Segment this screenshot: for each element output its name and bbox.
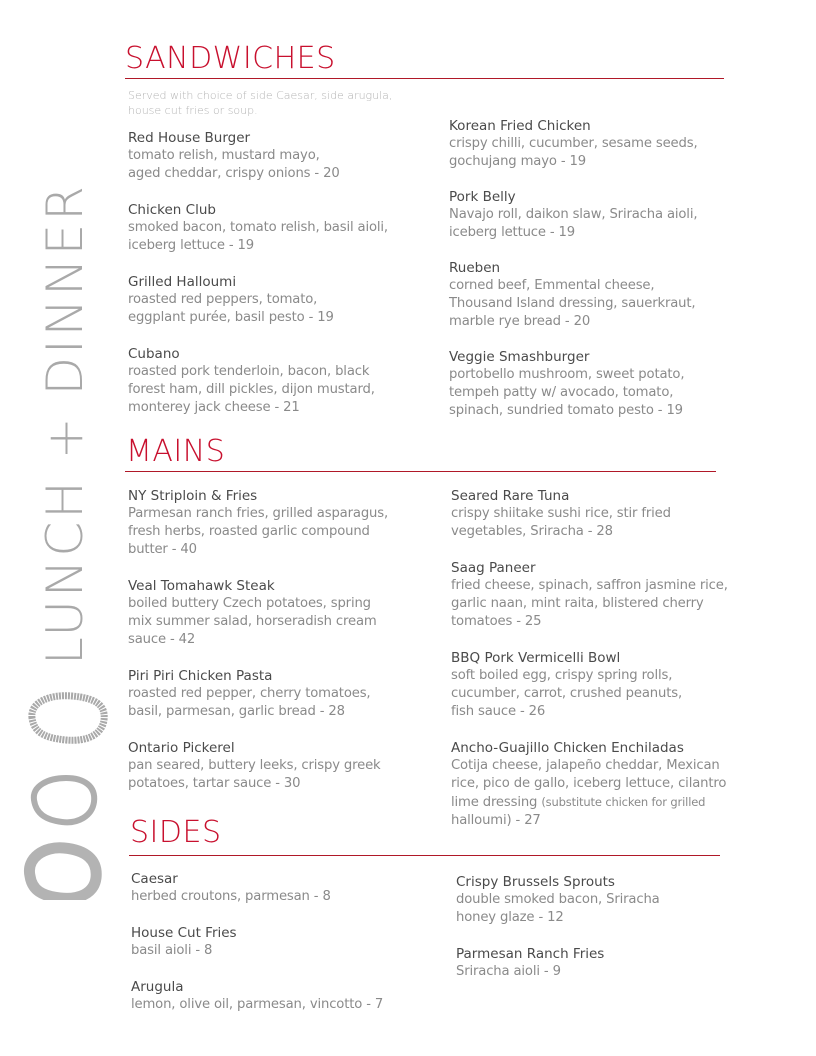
item-name: Piri Piri Chicken Pasta bbox=[128, 668, 273, 684]
menu-item bbox=[128, 129, 433, 183]
menu-item bbox=[449, 117, 759, 171]
item-description: tomato relish, mustard mayo, aged cheddar, crispy onions - 20 bbox=[128, 148, 340, 181]
menu-item bbox=[456, 945, 756, 981]
item-name: Pork Belly bbox=[449, 189, 516, 205]
ring-top-icon bbox=[32, 696, 104, 741]
item-name: Crispy Brussels Sprouts bbox=[456, 874, 615, 890]
item-description: crispy chilli, cucumber, sesame seeds, gochujang mayo - 19 bbox=[449, 136, 698, 169]
item-description: Navajo roll, daikon slaw, Sriracha aioli, iceberg lettuce - 19 bbox=[449, 207, 698, 240]
menu-item bbox=[128, 739, 438, 793]
menu-item bbox=[131, 870, 441, 906]
item-name: BBQ Pork Vermicelli Bowl bbox=[451, 650, 621, 666]
item-description: portobello mushroom, sweet potato, tempeh patty w/ avocado, tomato, spinach, sundried tomato pesto - 19 bbox=[449, 367, 685, 418]
menu-item bbox=[128, 667, 438, 721]
section-title-mains: MAINS bbox=[126, 434, 226, 469]
sandwiches-note: Served with choice of side Caesar, side arugula, house cut fries or soup. bbox=[128, 89, 393, 117]
menu-item bbox=[449, 188, 759, 242]
menu-item bbox=[451, 559, 771, 631]
item-name: Saag Paneer bbox=[451, 560, 536, 576]
item-name: Rueben bbox=[449, 260, 501, 276]
item-name: Parmesan Ranch Fries bbox=[456, 946, 605, 962]
menu-item bbox=[128, 273, 433, 327]
mains-right-column bbox=[451, 487, 771, 830]
menu-item bbox=[128, 577, 438, 649]
item-description: roasted red pepper, cherry tomatoes, basil, parmesan, garlic bread - 28 bbox=[128, 686, 371, 719]
section-divider bbox=[129, 855, 720, 856]
item-name: Ancho-Guajillo Chicken Enchiladas bbox=[451, 740, 684, 756]
item-name: NY Striploin & Fries bbox=[128, 488, 258, 504]
menu-item bbox=[131, 924, 441, 960]
side-title-lunch-dinner: LUNCH + DINNER bbox=[36, 183, 94, 665]
menu-item bbox=[128, 487, 438, 559]
menu-item bbox=[128, 345, 433, 417]
ring-bottom-icon bbox=[29, 848, 96, 899]
sandwiches-left-column bbox=[128, 129, 433, 417]
menu-item bbox=[456, 873, 756, 927]
item-name: Arugula bbox=[131, 979, 184, 995]
item-description bbox=[451, 757, 771, 830]
item-description: roasted red peppers, tomato, eggplant purée, basil pesto - 19 bbox=[128, 292, 334, 325]
ring-middle-icon bbox=[34, 778, 94, 822]
sandwiches-right-column bbox=[449, 117, 759, 420]
item-name: Korean Fried Chicken bbox=[449, 118, 591, 134]
item-description: corned beef, Emmental cheese, Thousand Island dressing, sauerkraut, marble rye bread - 20 bbox=[449, 278, 696, 329]
menu-item bbox=[128, 201, 433, 255]
section-divider bbox=[125, 78, 724, 79]
item-description-main: Cotija cheese, jalapeño cheddar, Mexican rice, pico de gallo, iceberg lettuce, cilantro lime dressing bbox=[451, 758, 727, 810]
item-name: Ontario Pickerel bbox=[128, 740, 235, 756]
item-description: double smoked bacon, Sriracha honey glaze - 12 bbox=[456, 892, 660, 925]
item-name: Red House Burger bbox=[128, 130, 251, 146]
item-description: Parmesan ranch fries, grilled asparagus, fresh herbs, roasted garlic compound butter - 40 bbox=[128, 506, 389, 557]
item-name: House Cut Fries bbox=[131, 925, 237, 941]
item-description: fried cheese, spinach, saffron jasmine rice, garlic naan, mint raita, blistered cherry tomatoes - 25 bbox=[451, 578, 728, 629]
section-divider bbox=[125, 471, 716, 472]
sides-left-column bbox=[131, 870, 441, 1014]
menu-item bbox=[449, 348, 759, 420]
item-name: Veal Tomahawk Steak bbox=[128, 578, 275, 594]
menu-item bbox=[451, 487, 771, 541]
item-description: smoked bacon, tomato relish, basil aioli, iceberg lettuce - 19 bbox=[128, 220, 388, 253]
item-description-end: halloumi) - 27 bbox=[451, 813, 541, 828]
item-name: Caesar bbox=[131, 871, 178, 887]
item-name: Cubano bbox=[128, 346, 180, 362]
section-title-sandwiches: SANDWICHES bbox=[125, 41, 336, 76]
item-description: pan seared, buttery leeks, crispy greek potatoes, tartar sauce - 30 bbox=[128, 758, 381, 791]
item-description: crispy shiitake sushi rice, stir fried vegetables, Sriracha - 28 bbox=[451, 506, 671, 539]
item-description: lemon, olive oil, parmesan, vincotto - 7 bbox=[131, 997, 384, 1012]
section-title-sides: SIDES bbox=[130, 815, 222, 850]
menu-item bbox=[449, 259, 759, 331]
item-name: Chicken Club bbox=[128, 202, 216, 218]
menu-item bbox=[451, 649, 771, 721]
item-description: Sriracha aioli - 9 bbox=[456, 964, 561, 979]
three-rings-logo-icon bbox=[22, 690, 112, 900]
item-name: Veggie Smashburger bbox=[449, 349, 590, 365]
item-description: basil aioli - 8 bbox=[131, 943, 213, 958]
mains-left-column bbox=[128, 487, 438, 793]
item-description: roasted pork tenderloin, bacon, black forest ham, dill pickles, dijon mustard, monterey jack cheese - 21 bbox=[128, 364, 375, 415]
item-description: boiled buttery Czech potatoes, spring mix summer salad, horseradish cream sauce - 42 bbox=[128, 596, 377, 647]
item-name: Grilled Halloumi bbox=[128, 274, 237, 290]
item-description: soft boiled egg, crispy spring rolls, cucumber, carrot, crushed peanuts, fish sauce - 26 bbox=[451, 668, 682, 719]
menu-item bbox=[131, 978, 441, 1014]
sides-right-column bbox=[456, 873, 756, 981]
item-description: herbed croutons, parmesan - 8 bbox=[131, 889, 331, 904]
menu-item bbox=[451, 739, 771, 830]
item-description-note: (substitute chicken for grilled bbox=[541, 795, 706, 809]
item-name: Seared Rare Tuna bbox=[451, 488, 570, 504]
